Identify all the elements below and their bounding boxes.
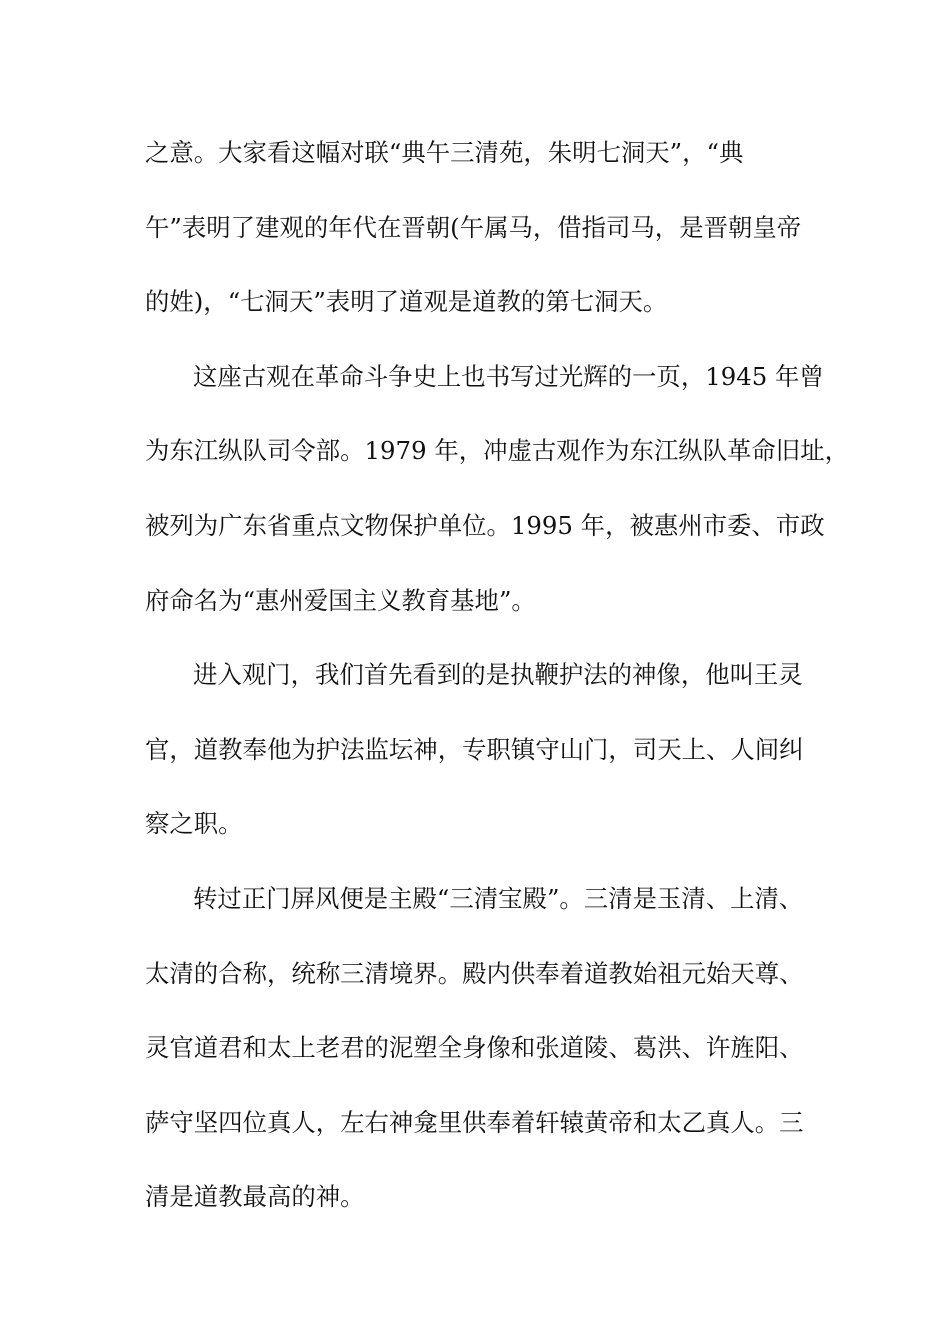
paragraph-1-line-3: 的姓)，“七洞天”表明了道观是道教的第七洞天。 [145,287,668,317]
paragraph-2-line-3: 被列为广东省重点文物保护单位。1995 年，被惠州市委、市政 [145,510,825,540]
paragraph-2-line-4: 府命名为“惠州爱国主义教育基地”。 [145,585,536,615]
paragraph-3-line-1: 进入观门，我们首先看到的是执鞭护法的神像，他叫王灵 [193,660,803,690]
paragraph-4-line-5: 清是道教最高的神。 [145,1182,365,1212]
paragraph-4-line-2: 太清的合称，统称三清境界。殿内供奉着道教始祖元始天尊、 [145,958,804,988]
paragraph-2-line-2: 为东江纵队司令部。1979 年，冲虚古观作为东江纵队革命旧址， [145,436,849,466]
paragraph-3-line-3: 察之职。 [145,809,243,839]
paragraph-4-line-4: 萨守坚四位真人，左右神龛里供奉着轩辕黄帝和太乙真人。三 [145,1107,804,1137]
paragraph-4-line-3: 灵官道君和太上老君的泥塑全身像和张道陵、葛洪、许旌阳、 [145,1033,804,1063]
paragraph-2-line-1: 这座古观在革命斗争史上也书写过光辉的一页，1945 年曾 [193,361,824,391]
paragraph-1-line-2: 午”表明了建观的年代在晋朝(午属马，借指司马，是晋朝皇帝 [145,212,802,242]
paragraph-4-line-1: 转过正门屏风便是主殿“三清宝殿”。三清是玉清、上清、 [193,883,804,913]
document-body [145,128,849,1247]
paragraph-3-line-2: 官，道教奉他为护法监坛神，专职镇守山门，司天上、人间纠 [145,734,804,764]
paragraph-1-line-1: 之意。大家看这幅对联“典午三清苑，朱明七洞天”，“典 [145,138,744,167]
